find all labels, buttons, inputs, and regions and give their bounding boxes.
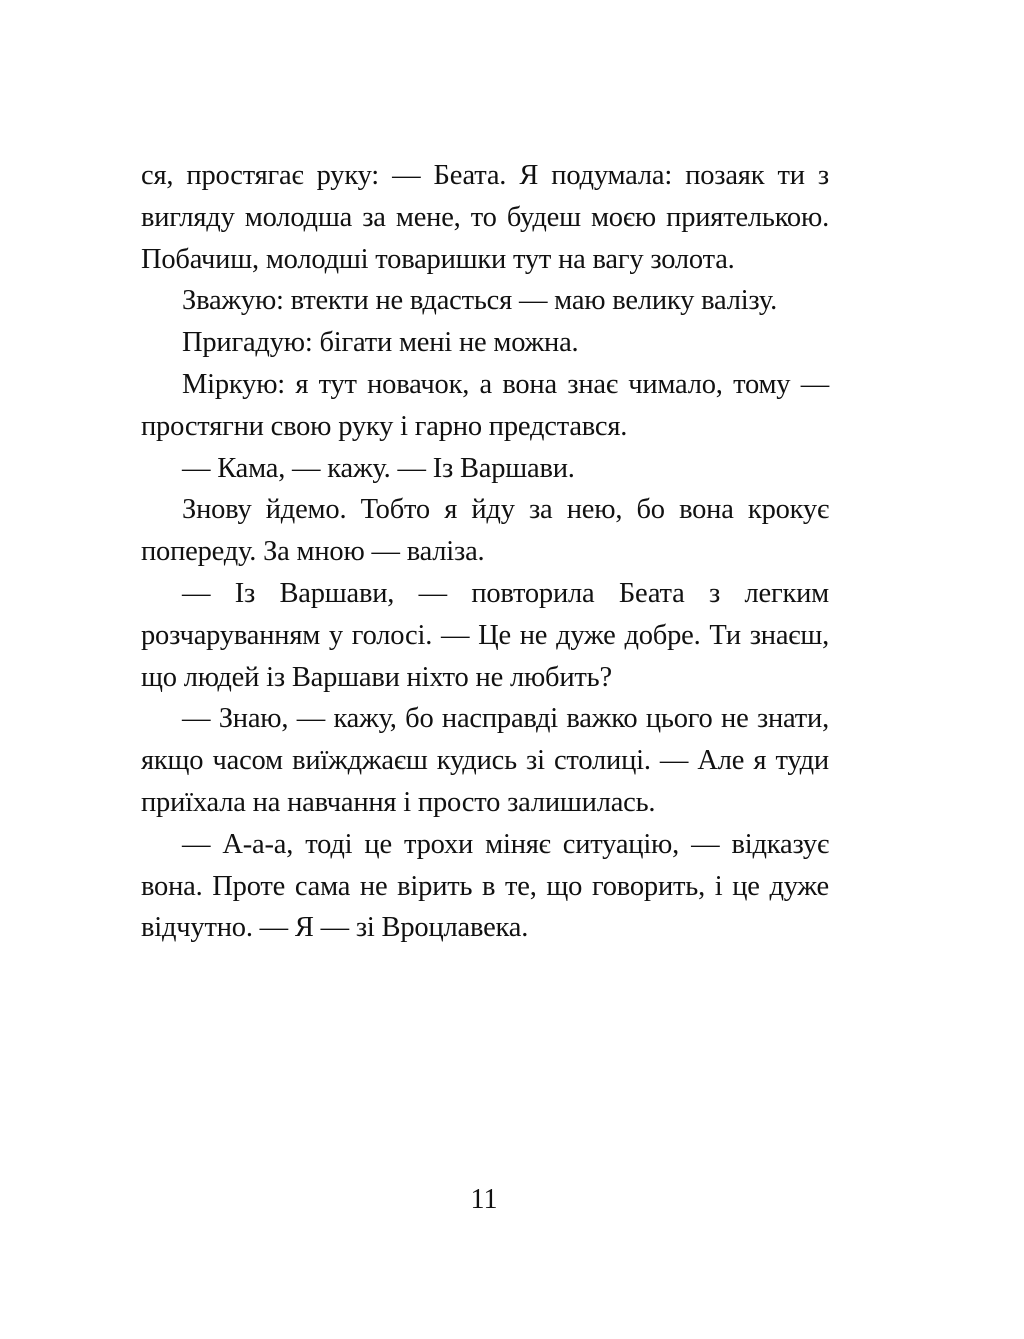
paragraph: Пригадую: бігати мені не можна. bbox=[182, 327, 579, 359]
paragraph: Знову йдемо. Тобто я йду за нею, бо вона крокує попереду. За мною — валіза. bbox=[141, 494, 829, 568]
dialogue-line: — Знаю, — кажу, бо насправді важко цього не знати, якщо часом виїжджаєш кудись зі столиці. — Але я туди приїхала на навчання і просто залишилась. bbox=[141, 703, 829, 818]
dialogue-line: — Із Варшави, — повторила Беата з легким розчаруванням у голосі. — Це не дуже добре. Ти знаєш, що людей із Варшави ніхто не любить? bbox=[141, 577, 829, 693]
paragraph-continuation: ся, простягає руку: — Беата. Я подумала: позаяк ти з вигляду молодша за мене, то будеш моєю приятелькою. Побачиш, молодші товаришки тут на вагу золота. bbox=[141, 160, 829, 275]
body-text bbox=[141, 155, 829, 949]
page-number: 11 bbox=[470, 1184, 498, 1215]
paragraph: Зважую: втекти не вдасться — маю велику валізу. bbox=[182, 285, 778, 317]
paragraph: Міркую: я тут новачок, а вона знає чимало, тому — простягни свою руку і гарно представся. bbox=[141, 368, 829, 442]
dialogue-line: — Кама, — кажу. — Із Варшави. bbox=[182, 452, 575, 484]
dialogue-line: — А-а-а, тоді це трохи міняє ситуацію, — відказує вона. Проте сама не вірить в те, що говорить, і це дуже відчутно. — Я — зі Вроцлавека. bbox=[141, 828, 829, 944]
